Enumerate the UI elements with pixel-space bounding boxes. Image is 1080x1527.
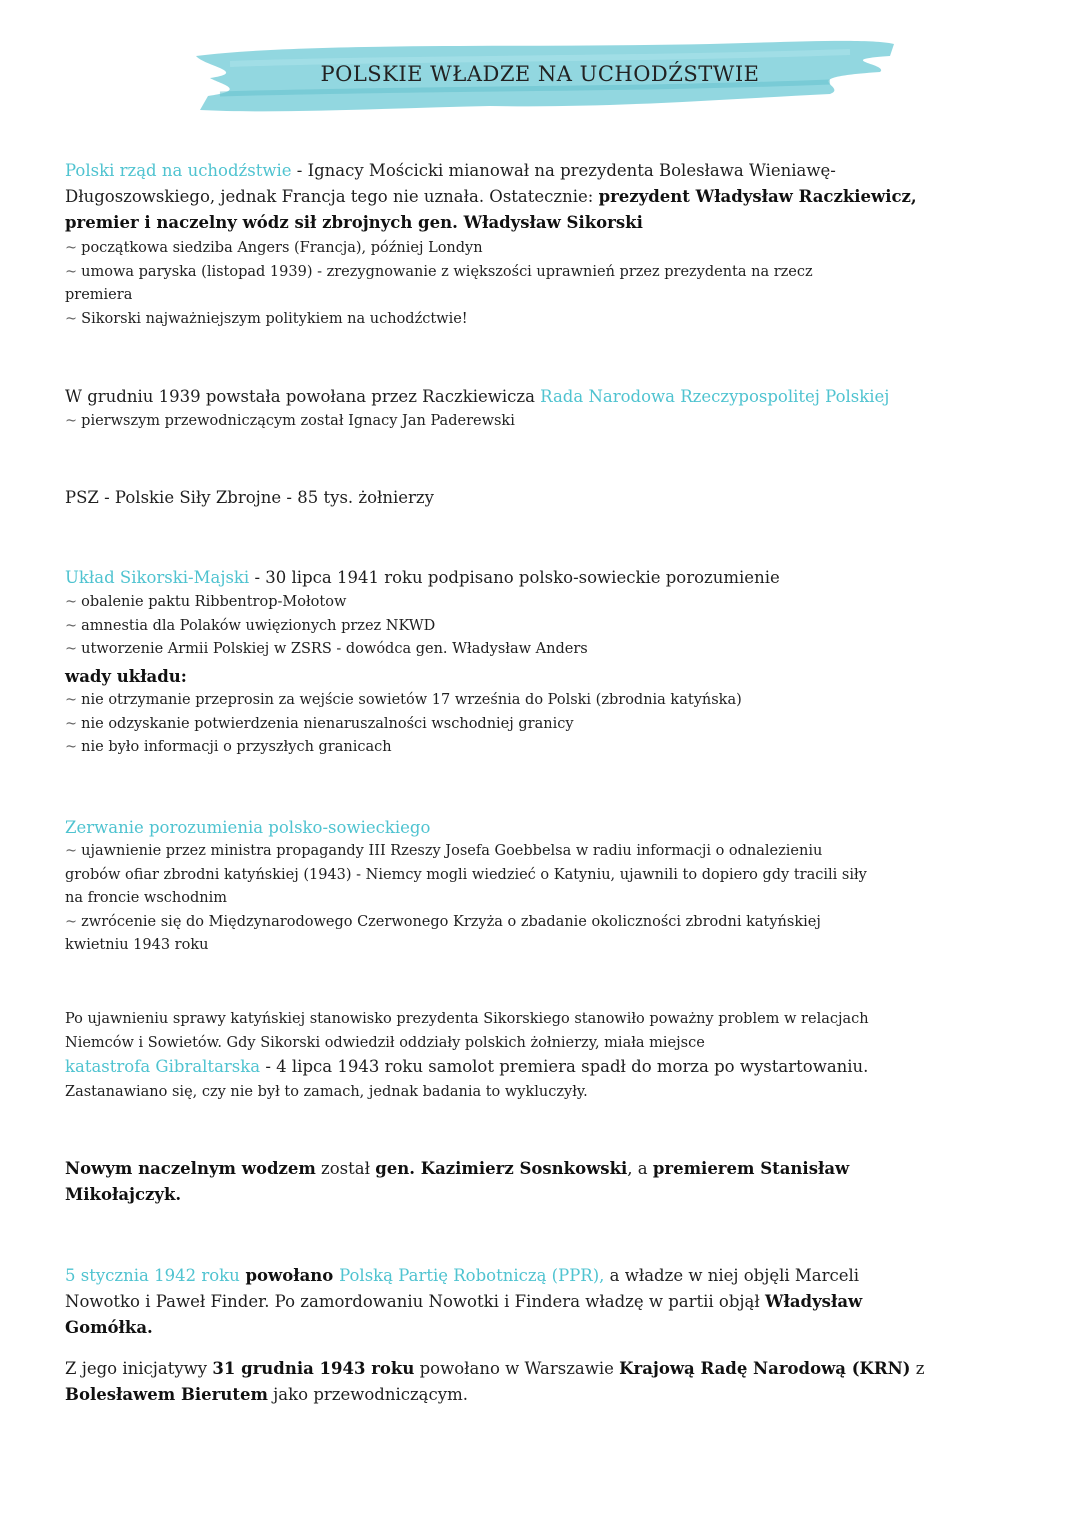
heading-sikorski-majski: Układ Sikorski-Majski: [65, 568, 250, 587]
list-item: ~ pierwszym przewodniczącym został Ignacy Jan Paderewski: [65, 413, 515, 429]
list-item: ~ ujawnienie przez ministra propagandy III Rzeszy Josefa Goebbelsa w radiu informacji o odnalezieniu: [65, 843, 823, 859]
heading-breakup: Zerwanie porozumienia polsko-sowieckiego: [65, 818, 431, 837]
list-item: ~ obalenie paktu Ribbentrop-Mołotow: [65, 594, 347, 610]
highlight-gibraltar: katastrofa Gibraltarska: [65, 1057, 261, 1076]
page-title: POLSKIE WŁADZE NA UCHODŹSTWIE: [320, 62, 760, 86]
section-gibraltar: Po ujawnieniu sprawy katyńskiej stanowisko prezydenta Sikorskiego stanowiło poważny problem w relacjach Niemców i Sowietów. Gdy Sikorski odwiedził oddziały polskich żołnierzy, miała miejsce: [65, 1011, 869, 1051]
list-item: ~ początkowa siedziba Angers (Francja), później Londyn: [65, 240, 483, 256]
section-breakup: [65, 815, 1015, 841]
bullets-government: [65, 237, 1015, 331]
section-government-in-exile: Polski rząd na uchodźstwie - Ignacy Mościcki mianował na prezydenta Bolesława Wieniawę- Długoszowskiego, jednak Francja tego nie uznała. Ostatecznie: prezydent Władysław Raczkiewicz, premier i naczelny wódz sił zbrojnych gen. Władysław Sikorski: [65, 161, 917, 232]
section-national-council: W grudniu 1939 powstała powołana przez Raczkiewicza Rada Narodowa Rzeczypospolitej Polskiej: [65, 387, 890, 406]
list-item-continuation: premiera: [65, 287, 133, 303]
section-psz: PSZ - Polskie Siły Zbrojne - 85 tys. żołnierzy: [65, 488, 434, 507]
highlight-national-council: Rada Narodowa Rzeczypospolitej Polskiej: [540, 387, 890, 406]
section-new-leaders: Nowym naczelnym wodzem został gen. Kazimierz Sosnkowski, a premierem Stanisław Mikołajczyk.: [65, 1159, 850, 1204]
subheading-flaws: wady układu:: [65, 667, 187, 686]
section-sikorski-majski: Układ Sikorski-Majski - 30 lipca 1941 roku podpisano polsko-sowieckie porozumienie: [65, 568, 780, 587]
list-item: ~ umowa paryska (listopad 1939) - zrezygnowanie z większości uprawnień przez prezydenta na rzecz: [65, 263, 813, 280]
list-item: ~ amnestia dla Polaków uwięzionych przez NKWD: [65, 617, 436, 634]
list-item: ~ zwrócenie się do Międzynarodowego Czerwonego Krzyża o zbadanie okoliczności zbrodni katyńskiej: [65, 913, 821, 930]
list-item: ~ utworzenie Armii Polskiej w ZSRS - dowódca gen. Władysław Anders: [65, 641, 588, 657]
list-item: ~ Sikorski najważniejszym politykiem na uchodźctwie!: [65, 310, 468, 327]
list-item: ~ nie było informacji o przyszłych granicach: [65, 739, 392, 755]
list-item: ~ nie otrzymanie przeprosin za wejście sowietów 17 września do Polski (zbrodnia katyńska): [65, 692, 742, 708]
section-krn: Z jego inicjatywy 31 grudnia 1943 roku powołano w Warszawie Krajową Radę Narodową (KRN) z Bolesławem Bierutem jako przewodniczącym.: [65, 1359, 925, 1404]
heading-government-in-exile: Polski rząd na uchodźstwie: [65, 161, 292, 180]
list-item: ~ nie odzyskanie potwierdzenia nienaruszalności wschodniej granicy: [65, 715, 574, 732]
title-banner: [190, 34, 900, 118]
section-ppr: 5 stycznia 1942 roku powołano Polską Partię Robotniczą (PPR), a władze w niej objęli Marceli Nowotko i Paweł Finder. Po zamordowaniu Nowotki i Findera władzę w partii objął Władysław Gomółka.: [65, 1266, 863, 1337]
